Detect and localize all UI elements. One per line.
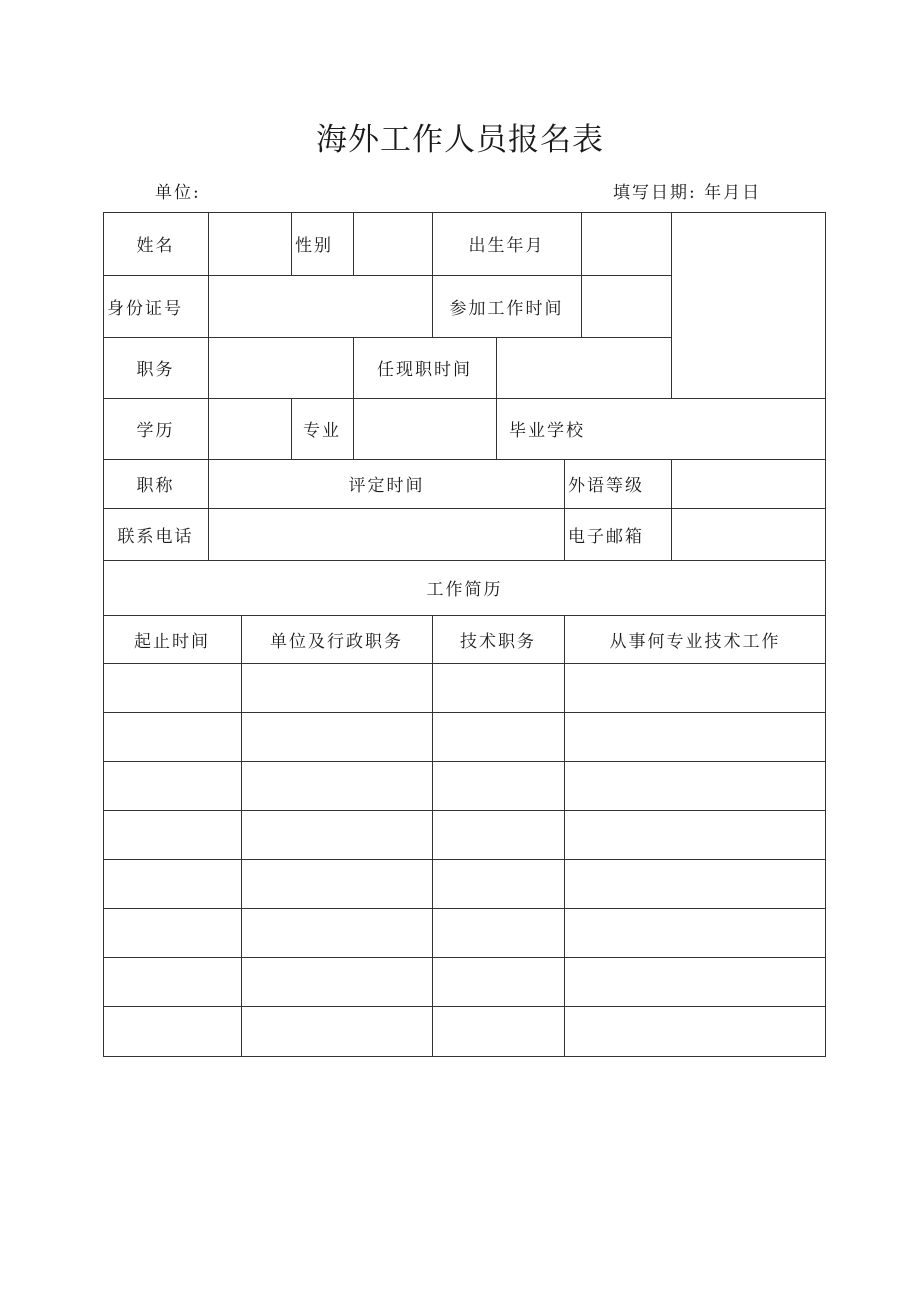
resume-cell[interactable] — [433, 909, 564, 957]
column-header: 从事何专业技术工作 — [609, 631, 781, 652]
phone-field[interactable] — [209, 508, 564, 560]
education-label: 学历 — [136, 421, 175, 441]
resume-cell[interactable] — [565, 958, 826, 1006]
major-label: 专业 — [303, 421, 341, 441]
birth-field[interactable] — [582, 212, 671, 275]
resume-cell[interactable] — [104, 713, 241, 761]
resume-cell[interactable] — [433, 958, 564, 1006]
resume-cell[interactable] — [242, 762, 432, 810]
photo-area[interactable] — [672, 213, 825, 398]
position-time-field[interactable] — [497, 337, 671, 398]
phone-label: 联系电话 — [117, 526, 194, 547]
email-label: 电子邮箱 — [568, 526, 644, 547]
position-field[interactable] — [209, 337, 353, 398]
resume-cell[interactable] — [242, 811, 432, 859]
column-header: 技术职务 — [460, 631, 536, 652]
resume-cell[interactable] — [242, 1007, 432, 1055]
resume-cell[interactable] — [565, 713, 826, 761]
resume-cell[interactable] — [565, 1007, 826, 1055]
language-label: 外语等级 — [568, 476, 644, 496]
resume-cell[interactable] — [104, 909, 241, 957]
resume-cell[interactable] — [433, 860, 564, 908]
resume-cell[interactable] — [565, 664, 826, 712]
resume-cell[interactable] — [433, 664, 564, 712]
name-label: 姓名 — [136, 236, 175, 256]
resume-cell[interactable] — [565, 811, 826, 859]
education-field[interactable] — [209, 398, 291, 459]
resume-cell[interactable] — [433, 713, 564, 761]
resume-cell[interactable] — [104, 958, 241, 1006]
column-header: 起止时间 — [134, 631, 210, 652]
resume-cell[interactable] — [242, 713, 432, 761]
resume-cell[interactable] — [242, 958, 432, 1006]
resume-cell[interactable] — [565, 860, 826, 908]
resume-cell[interactable] — [565, 762, 826, 810]
resume-cell[interactable] — [433, 811, 564, 859]
resume-cell[interactable] — [433, 1007, 564, 1055]
gender-label: 性别 — [295, 236, 333, 256]
birth-label: 出生年月 — [468, 236, 545, 256]
name-field[interactable] — [209, 212, 291, 275]
language-field[interactable] — [672, 459, 825, 508]
title-rank-label: 职称 — [136, 476, 175, 496]
resume-cell[interactable] — [104, 860, 241, 908]
resume-cell[interactable] — [104, 811, 241, 859]
resume-cell[interactable] — [242, 909, 432, 957]
position-time-label: 任现职时间 — [377, 360, 472, 380]
resume-cell[interactable] — [104, 762, 241, 810]
work-start-field[interactable] — [582, 275, 671, 337]
resume-cell[interactable] — [104, 1007, 241, 1055]
resume-cell[interactable] — [242, 860, 432, 908]
major-field[interactable] — [354, 398, 496, 459]
id-number-label: 身份证号 — [107, 298, 183, 319]
position-label: 职务 — [136, 360, 175, 380]
resume-cell[interactable] — [565, 909, 826, 957]
resume-cell[interactable] — [104, 664, 241, 712]
resume-cell[interactable] — [242, 664, 432, 712]
resume-cell[interactable] — [433, 762, 564, 810]
school-label: 毕业学校 — [509, 421, 585, 441]
gender-field[interactable] — [354, 212, 432, 275]
form-title: 海外工作人员报名表 — [316, 122, 604, 158]
fill-date-label: 填写日期: 年月日 — [613, 183, 762, 203]
unit-label: 单位: — [155, 183, 201, 203]
id-number-field[interactable] — [209, 275, 432, 337]
column-header: 单位及行政职务 — [270, 631, 403, 652]
eval-time-label: 评定时间 — [348, 476, 425, 496]
email-field[interactable] — [672, 508, 825, 560]
work-start-label: 参加工作时间 — [449, 298, 564, 319]
resume-heading: 工作简历 — [426, 580, 503, 600]
